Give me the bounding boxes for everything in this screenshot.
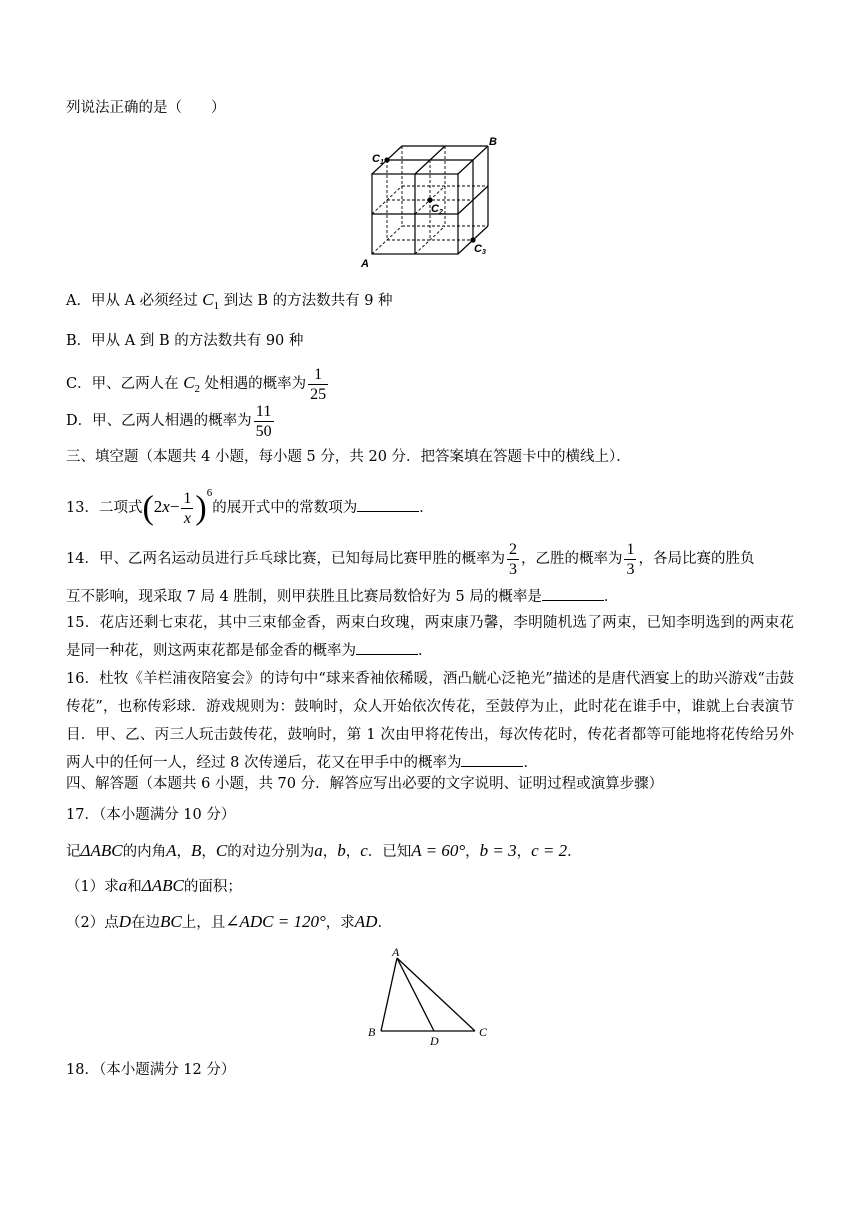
question-17-stem: 记ΔABC的内角A，B，C的对边分别为a，b，c．已知A = 60°，b = 3，c = 2．: [66, 841, 582, 860]
answer-blank-13[interactable]: [357, 497, 419, 512]
point-label-c1: C1: [372, 153, 384, 166]
question-17-title: 17．（本小题满分 10 分）: [66, 807, 236, 823]
question-15: 15．花店还剩七束花，其中三束郁金香，两束白玫瑰，两束康乃馨，李明随机选了两束，已知李明选到的两束花是同一种花，则这两束花都是郁金香的概率为 ．: [66, 615, 794, 659]
point-label-c2: C2: [431, 203, 443, 216]
vertex-label-b: B: [368, 1025, 376, 1039]
vertex-label-b: B: [489, 136, 497, 148]
question-17-part-1: （1）求a和ΔABC的面积；: [66, 876, 242, 895]
option-b: B．甲从 A 到 B 的方法数共有 90 种: [66, 333, 304, 349]
section-3-header: 三、填空题（本题共 4 小题，每小题 5 分，共 20 分．把答案填在答题卡中的横线上）．: [66, 449, 631, 465]
question-13: 13．二项式(2x− $\frac{1}{x}$ )$^6$的展开式中的常数项为 ．: [66, 487, 434, 527]
answer-blank-15[interactable]: [356, 640, 418, 655]
question-14-line-2: 互不影响，现采取 7 局 4 胜制，则甲获胜且比赛局数恰好为 5 局的概率是 ．: [66, 586, 618, 607]
binomial-expression: (2x− $\frac{1}{x}$ )$^6$: [142, 487, 213, 527]
vertex-label-a: A: [361, 258, 369, 268]
fraction-2-3: $\frac{2}{3}$: [508, 540, 517, 578]
vertex-label-a: A: [392, 945, 400, 959]
question-17-part-2: （2）点D在边BC上，且∠ADC = 120°，求AD．: [66, 912, 392, 931]
fraction-11-50: $\frac{11}{50}$: [255, 402, 272, 440]
option-d: D．甲、乙两人相遇的概率为 $\frac{11}{50}$: [66, 402, 272, 440]
question-14-line-1: 14．甲、乙两名运动员进行乒乓球比赛，已知每局比赛甲胜的概率为 $\frac{2}{3}$ ，乙胜的概率为 $\frac{1}{3}$ ，各局比赛的胜负: [66, 540, 755, 578]
question-stem-tail: 列说法正确的是（ ）: [66, 100, 226, 116]
question-16: 16．杜牧《羊栏浦夜陪宴会》的诗句中“球来香袖依稀暖，酒凸觥心泛艳光”描述的是唐代酒宴上的助兴游戏“击鼓传花”，也称传彩球．游戏规则为：鼓响时，众人开始依次传花，至鼓停为止，此时花在谁手中，谁就上台表演节目．甲、乙、丙三人玩击鼓传花，鼓响时，第 1 次由甲将花传出，每次传花时，传花者都等可能地将花传给另外两人中的任何一人，经过 8 次传递后，花又在甲手中的概率为 ．: [66, 671, 794, 771]
point-label-d: D: [430, 1034, 439, 1048]
fraction-1-3: $\frac{1}{3}$: [626, 540, 635, 578]
answer-blank-14[interactable]: [542, 586, 604, 601]
point-label-c3: C3: [474, 243, 486, 256]
option-c: C．甲、乙两人在 $C_2$ 处相遇的概率为 $\frac{1}{25}$: [66, 365, 327, 403]
triangle-abc-figure: [362, 944, 498, 1048]
option-a: A．甲从 A 必须经过 $C_1$ 到达 B 的方法数共有 9 种: [66, 290, 393, 312]
answer-blank-16[interactable]: [461, 752, 523, 767]
question-18-title: 18．（本小题满分 12 分）: [66, 1062, 236, 1078]
cube-lattice-figure: [360, 132, 500, 268]
fraction-1-25: $\frac{1}{25}$: [310, 365, 327, 403]
vertex-label-c: C: [479, 1025, 488, 1039]
section-4-header: 四、解答题（本题共 6 小题，共 70 分．解答应写出必要的文字说明、证明过程或演算步骤）: [66, 776, 664, 792]
